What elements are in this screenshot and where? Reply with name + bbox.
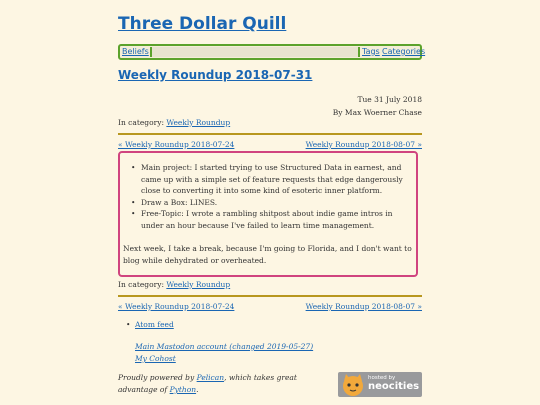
divider-top	[118, 133, 422, 135]
post-category-bottom	[118, 280, 230, 289]
category-prefix: In category:	[118, 280, 164, 289]
nav-link-tags[interactable]: Tags	[362, 47, 380, 56]
powered-by-text	[118, 372, 330, 396]
list-item	[130, 197, 410, 209]
post-category-top	[118, 118, 230, 127]
post-date: Tue 31 July 2018	[357, 95, 422, 104]
bullet-icon: •	[131, 197, 136, 207]
atom-feed-link[interactable]: Atom feed	[135, 320, 174, 329]
post-author: By Max Woerner Chase	[332, 108, 422, 117]
badge-neocities-name: neocities	[368, 381, 420, 392]
powered-suffix: .	[196, 385, 199, 394]
prev-post-link[interactable]: « Weekly Roundup 2018-07-24	[118, 140, 235, 149]
cohost-link[interactable]: My Cohost	[135, 354, 176, 363]
nav-bar-spacer	[150, 47, 360, 57]
post-closing-paragraph: Next week, I take a break, because I'm going to Florida, and I don't want to blog while dehydrated or overheated.	[123, 244, 412, 265]
nav-bar	[118, 44, 426, 60]
footer-feed-list	[126, 320, 174, 329]
nav-link-categories[interactable]: Categories	[382, 47, 426, 56]
divider-bottom	[118, 295, 422, 297]
python-link[interactable]: Python	[169, 385, 197, 394]
post-content	[118, 151, 418, 277]
next-post-link[interactable]: Weekly Roundup 2018-08-07 »	[305, 302, 422, 311]
post-bullet-list	[130, 162, 410, 231]
post-title-link[interactable]: Weekly Roundup 2018-07-31	[118, 68, 313, 82]
site-title-link[interactable]: Three Dollar Quill	[118, 14, 287, 34]
list-item	[130, 162, 410, 197]
category-link[interactable]: Weekly Roundup	[166, 118, 231, 127]
powered-middle: , which takes great advantage of	[118, 373, 297, 394]
list-item	[126, 320, 174, 329]
list-item	[130, 208, 410, 231]
bullet-icon: •	[126, 320, 131, 329]
nav-link-beliefs[interactable]: Beliefs	[122, 47, 149, 56]
mastodon-link[interactable]: Main Mastodon account (changed 2019-05-27)	[135, 342, 314, 351]
bullet-icon: •	[131, 209, 136, 218]
bullet-text: Free-Topic: I wrote a rambling shitpost about indie game intros in under an hour because I've failed to learn time management.	[141, 209, 393, 230]
neocities-cat-icon	[340, 373, 366, 396]
neocities-badge[interactable]	[338, 372, 422, 397]
category-prefix: In category:	[118, 118, 164, 127]
bullet-text: Draw a Box: LINES.	[141, 197, 218, 207]
pelican-link[interactable]: Pelican	[196, 373, 225, 382]
powered-prefix: Proudly powered by	[118, 373, 197, 382]
footer-social-links	[135, 341, 313, 365]
next-post-link[interactable]: Weekly Roundup 2018-08-07 »	[305, 140, 422, 149]
bullet-text: Main project: I started trying to use Structured Data in earnest, and came up with a simple set of feature requests that edge dangerously close to converting it into some kind of esoteric inner platform.	[141, 163, 403, 195]
bullet-icon: •	[131, 163, 136, 172]
badge-hosted-by: hosted by	[368, 375, 396, 381]
prev-post-link[interactable]: « Weekly Roundup 2018-07-24	[118, 302, 235, 311]
category-link[interactable]: Weekly Roundup	[166, 280, 231, 289]
